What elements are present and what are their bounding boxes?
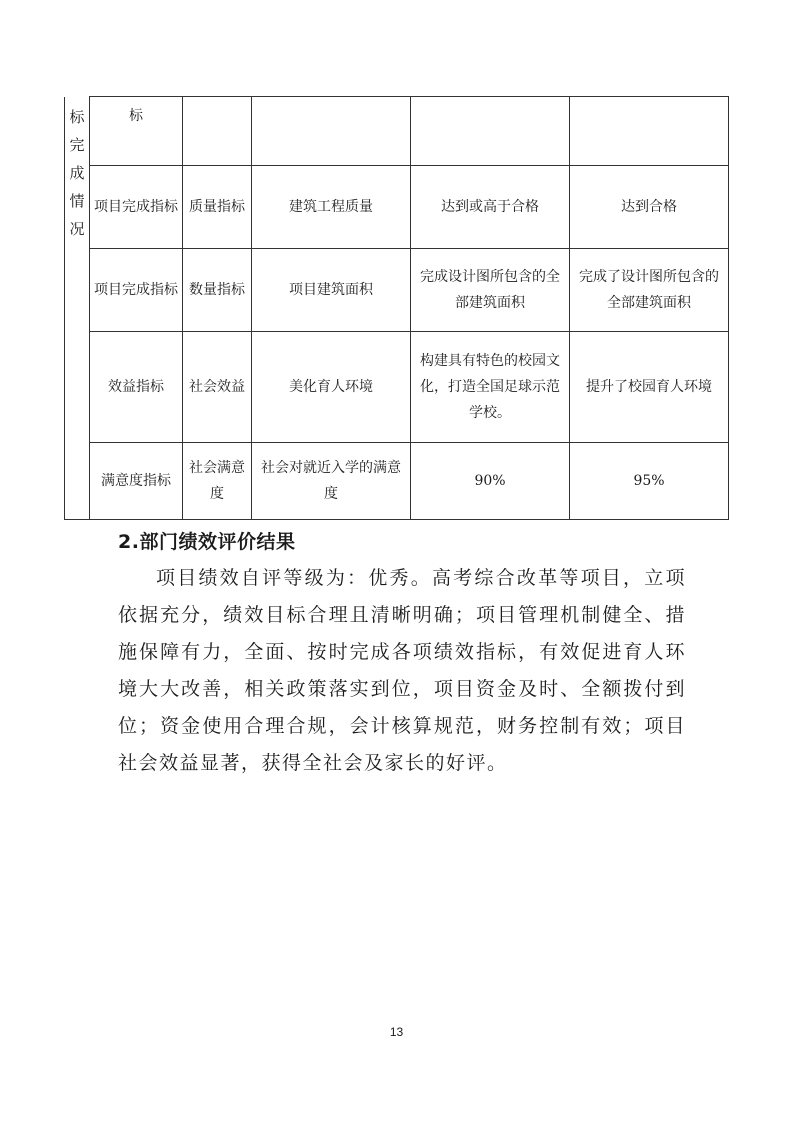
vertical-category-cell [65,97,90,520]
second-level-indicator-cell: 质量指标 [183,166,252,249]
first-level-indicator-cell: 项目完成指标 [90,166,183,249]
performance-indicator-table [64,96,729,520]
actual-value-cell: 95% [570,443,729,520]
third-level-indicator-cell: 项目建筑面积 [252,249,411,332]
page-number: 13 [389,1025,404,1039]
third-level-indicator-cell: 社会对就近入学的满意度 [252,443,411,520]
actual-value-cell: 完成了设计图所包含的全部建筑面积 [570,249,729,332]
target-value-cell: 构建具有特色的校园文化，打造全国足球示范学校。 [411,332,570,443]
target-value-cell [411,97,570,166]
section-heading: 2.部门绩效评价结果 [118,531,296,553]
actual-value-cell [570,97,729,166]
first-level-indicator-cell: 标 [90,97,183,166]
third-level-indicator-cell [252,97,411,166]
third-level-indicator-cell: 美化育人环境 [252,332,411,443]
second-level-indicator-cell [183,97,252,166]
table-row [65,332,729,443]
second-level-indicator-cell: 数量指标 [183,249,252,332]
evaluation-paragraph: 项目绩效自评等级为：优秀。高考综合改革等项目，立项依据充分，绩效目标合理且清晰明确；项目管理机制健全、措施保障有力，全面、按时完成各项绩效指标，有效促进育人环境大大改善，相关政策落实到位，项目资金及时、全额拨付到位；资金使用合理合规，会计核算规范，财务控制有效；项目社会效益显著，获得全社会及家长的好评。 [118,567,686,774]
table-row [65,249,729,332]
third-level-indicator-cell: 建筑工程质量 [252,166,411,249]
table-row [65,166,729,249]
first-level-indicator-cell: 满意度指标 [90,443,183,520]
second-level-indicator-cell: 社会效益 [183,332,252,443]
table-row [65,97,729,166]
first-level-indicator-cell: 效益指标 [90,332,183,443]
target-value-cell: 完成设计图所包含的全部建筑面积 [411,249,570,332]
actual-value-cell: 提升了校园育人环境 [570,332,729,443]
target-value-cell: 90% [411,443,570,520]
first-level-indicator-cell: 项目完成指标 [90,249,183,332]
second-level-indicator-cell: 社会满意度 [183,443,252,520]
table-row [65,443,729,520]
actual-value-cell: 达到合格 [570,166,729,249]
target-value-cell: 达到或高于合格 [411,166,570,249]
vertical-category-label: 标完成情况 [69,107,85,238]
